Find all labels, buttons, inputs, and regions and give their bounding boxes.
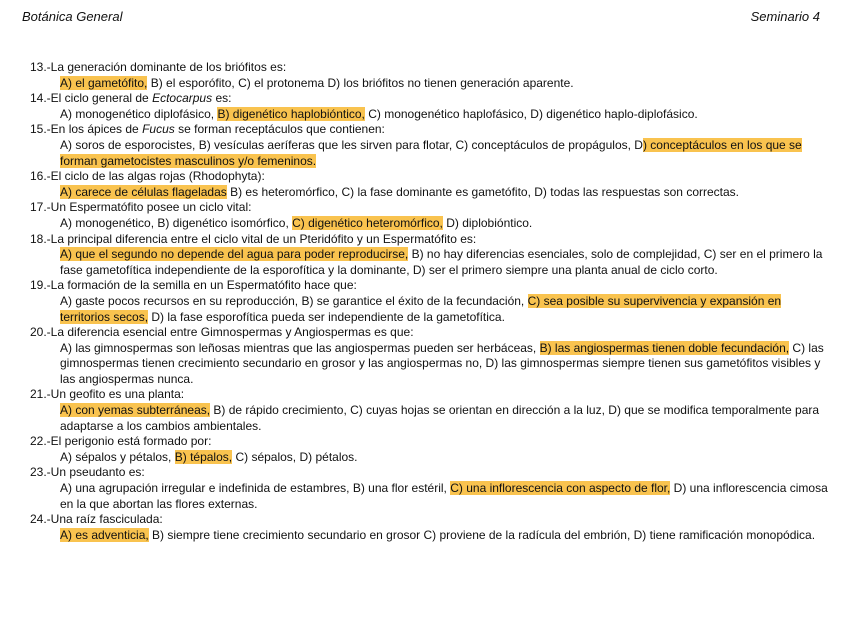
question-stem	[30, 232, 830, 248]
question-item	[30, 200, 830, 231]
correct-answer-highlight: A) carece de células flageladas	[60, 184, 227, 199]
question-item	[30, 91, 830, 122]
answer-text: A) las gimnospermas son leñosas mientras que las angiospermas pueden ser herbáceas,	[60, 340, 540, 355]
question-stem	[30, 278, 830, 294]
question-stem	[30, 169, 830, 185]
question-item	[30, 434, 830, 465]
answer-options	[30, 76, 830, 92]
answer-text: A) gaste pocos recursos en su reproducción, B) se garantice el éxito de la fecundación,	[60, 293, 528, 308]
question-item	[30, 122, 830, 169]
question-item	[30, 232, 830, 279]
answer-text: B) siempre tiene crecimiento secundario en grosor C) proviene de la radícula del embrión, D) tiene ramificación monopódica.	[148, 527, 816, 542]
answer-text: B) el esporófito, C) el protonema D) los briófitos no tienen generación aparente.	[147, 75, 574, 90]
question-item	[30, 387, 830, 434]
question-stem	[30, 91, 830, 107]
question-text: 21.-Un geofito es una planta:	[30, 387, 185, 402]
correct-answer-highlight: A) el gametófito,	[60, 75, 148, 90]
question-stem	[30, 325, 830, 341]
question-text: 16.-El ciclo de las algas rojas (Rhodophyta):	[30, 169, 265, 184]
answer-text: D) diplobióntico.	[442, 215, 533, 230]
question-text: 19.-La formación de la semilla en un Espermatófito hace que:	[30, 278, 357, 293]
question-item	[30, 60, 830, 91]
question-text: es:	[212, 91, 232, 106]
answer-text: D) la fase esporofítica pueda ser independiente de la gametofítica.	[148, 309, 505, 324]
answer-text: A) monogenético diplofásico,	[60, 106, 218, 121]
question-text: 23.-Un pseudanto es:	[30, 465, 145, 480]
taxon-name: Fucus	[142, 122, 175, 137]
question-stem	[30, 512, 830, 528]
question-item	[30, 465, 830, 512]
correct-answer-highlight: C) una inflorescencia con aspecto de flor,	[450, 481, 671, 496]
question-text: 18.-La principal diferencia entre el ciclo vital de un Pteridófito y un Espermatófito es:	[30, 231, 477, 246]
question-list	[30, 60, 830, 543]
answer-options	[30, 481, 830, 512]
answer-options	[30, 138, 830, 169]
answer-options	[30, 185, 830, 201]
answer-options	[30, 216, 830, 232]
question-text: 14.-El ciclo general de	[30, 91, 153, 106]
header-course-title: Botánica General	[22, 9, 123, 24]
answer-text: B) es heteromórfico, C) la fase dominante es gametófito, D) todas las respuestas son correctas.	[226, 184, 739, 199]
correct-answer-highlight: A) con yemas subterráneas,	[60, 403, 211, 418]
correct-answer-highlight: A) que el segundo no depende del agua para poder reproducirse,	[60, 247, 409, 262]
question-text: 20.-La diferencia esencial entre Gimnospermas y Angiospermas es que:	[30, 325, 414, 340]
correct-answer-highlight: B) digenético haplobióntico,	[217, 106, 365, 121]
answer-options	[30, 247, 830, 278]
answer-options	[30, 107, 830, 123]
question-item	[30, 325, 830, 387]
answer-text: C) sépalos, D) pétalos.	[232, 449, 358, 464]
taxon-name: Ectocarpus	[152, 91, 213, 106]
answer-text: D) una inflorescencia cimosa en la que abortan las flores externas.	[60, 481, 828, 511]
question-stem	[30, 200, 830, 216]
question-item	[30, 169, 830, 200]
question-text: 15.-En los ápices de	[30, 122, 143, 137]
question-text: 24.-Una raíz fasciculada:	[30, 512, 163, 527]
question-stem	[30, 122, 830, 138]
correct-answer-highlight: B) las angiospermas tienen doble fecundación,	[539, 340, 790, 355]
question-text: 13.-La generación dominante de los briófitos es:	[30, 60, 287, 74]
answer-text: A) sépalos y pétalos,	[60, 449, 175, 464]
answer-options	[30, 341, 830, 388]
answer-text: A) monogenético, B) digenético isomórfico,	[60, 215, 293, 230]
answer-text: C) monogenético haplofásico, D) digenético haplo-diplofásico.	[364, 106, 698, 121]
question-text: 17.-Un Espermatófito posee un ciclo vital:	[30, 200, 252, 215]
question-text: se forman receptáculos que contienen:	[174, 122, 385, 137]
answer-text: B) de rápido crecimiento, C) cuyas hojas se orientan en dirección a la luz, D) que se modifica temporalmente para adaptarse a los cambios ambientales.	[60, 403, 820, 433]
question-item	[30, 512, 830, 543]
answer-text: C) las gimnospermas tienen crecimiento secundario en grosor y las angiospermas no, D) las gimnospermas siempre tienen sus gametófitos visibles y las angiospermas nunca.	[60, 340, 824, 386]
question-item	[30, 278, 830, 325]
header-seminar-label: Seminario 4	[750, 9, 820, 24]
question-stem	[30, 387, 830, 403]
answer-options	[30, 403, 830, 434]
answer-options	[30, 294, 830, 325]
question-stem	[30, 465, 830, 481]
correct-answer-highlight: C) sea posible su supervivencia y expansión en territorios secos,	[60, 293, 782, 324]
correct-answer-highlight: C) digenético heteromórfico,	[292, 215, 443, 230]
answer-options	[30, 528, 830, 544]
question-stem	[30, 434, 830, 450]
correct-answer-highlight: ) conceptáculos en los que se forman gametocistes masculinos y/o femeninos.	[60, 137, 802, 168]
answer-text: B) no hay diferencias esenciales, solo de complejidad, C) ser en el primero la fase gametofítica independiente de la esporofítica y la dominante, D) ser el primero siempre una planta anual de ciclo corto.	[60, 247, 823, 277]
answer-text: A) una agrupación irregular e indefinida de estambres, B) una flor estéril,	[60, 481, 451, 496]
question-text: 22.-El perigonio está formado por:	[30, 434, 212, 449]
question-stem	[30, 60, 830, 76]
correct-answer-highlight: B) tépalos,	[174, 449, 233, 464]
correct-answer-highlight: A) es adventicia,	[60, 527, 149, 542]
answer-text: A) soros de esporocistes, B) vesículas aeríferas que les sirven para flotar, C) conceptáculos de propágulos, D	[60, 137, 643, 152]
answer-options	[30, 450, 830, 466]
